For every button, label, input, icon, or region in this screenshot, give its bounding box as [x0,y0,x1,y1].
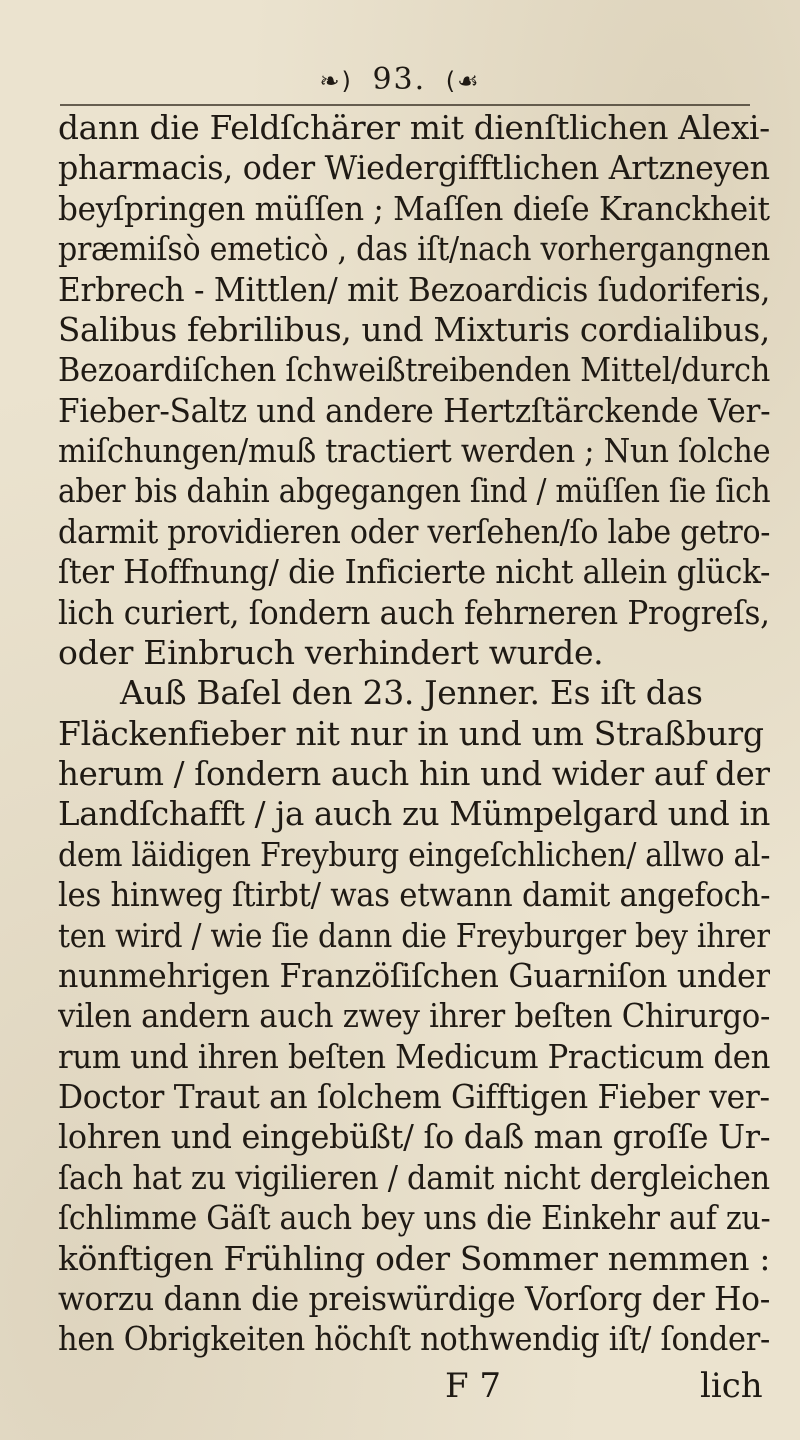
text-line: oder Einbruch verhindert wurde. [58,632,604,672]
text-line: nunmehrigen Franzöſiſchen Guarniſon under [58,955,770,995]
text-line: hen Obrigkeiten höchſt nothwendig iſt/ ſonder- [58,1319,770,1359]
text-line: Doctor Traut an ſolchem Gifftigen Fieber ver- [58,1077,770,1116]
text-line: worzu dann die preiswürdige Vorſorg der Ho- [58,1278,770,1318]
paragraph-start-line: Auß Baſel den 23. Jenner. Es iſt das [120,673,703,713]
right-ornament-icon: (☙ [445,67,481,95]
page-footer [0,1366,800,1414]
left-ornament-icon: ❧) [319,67,353,95]
page-number: 93. [372,62,427,97]
text-line: rum und ihren beſten Medicum Practicum den [58,1036,770,1076]
text-line: Fieber-Saltz und andere Hertzſtärckende Ver- [58,390,770,430]
text-line: Erbrech - Mittlen/ mit Bezoardicis ſudoriferis, [58,269,770,309]
text-line: lich curiert, ſondern auch fehrneren Progreſs, [58,592,770,632]
text-line: miſchungen/muß tractiert werden ; Nun ſolche [58,431,770,470]
text-line: ſchlimme Gäſt auch bey uns die Einkehr auf zu- [58,1198,770,1238]
text-line: könftigen Frühling oder Sommer nemmen : [58,1238,770,1278]
catchword: lich [700,1366,763,1406]
text-line: pharmacis, oder Wiedergifftlichen Artzneyen [58,148,770,188]
text-line: ten wird / wie ſie dann die Freyburger bey ihrer [58,915,770,955]
text-line: aber bis dahin abgegangen ſind / müſſen ſie ſich [58,471,770,511]
text-line: Bezoardiſchen ſchweißtreibenden Mittel/durch [58,350,770,390]
text-line: les hinweg ſtirbt/ was etwann damit angefoch- [58,875,770,915]
signature-mark: F 7 [445,1366,502,1406]
text-line: lohren und eingebüßt/ ſo daß man groſſe Ur- [58,1117,770,1157]
text-line: præmiſsò emeticò , das iſt/nach vorhergangnen [58,229,770,269]
text-line: Fläckenfieber nit nur in und um Straßburg [58,713,764,753]
body-text [58,108,770,1360]
text-line: dem läidigen Freyburg eingeſchlichen/ allwo al- [58,834,770,874]
header-rule [60,104,750,106]
text-line: Salibus febrilibus, und Mixturis cordialibus, [58,309,770,349]
text-line: dann die Feldſchärer mit dienſtlichen Alexi- [58,108,770,147]
text-line: ſter Hoffnung/ die Inficierte nicht allein glück- [58,552,770,592]
text-line: darmit providieren oder verſehen/ſo labe getro- [58,511,770,551]
text-line: Landſchafft / ja auch zu Mümpelgard und in [58,794,770,834]
text-line: herum / ſondern auch hin und wider auf der [58,754,770,793]
running-header [0,62,800,97]
text-line: ſach hat zu vigilieren / damit nicht dergleichen [58,1157,770,1197]
text-line: beyſpringen müſſen ; Maſſen dieſe Kranckheit [58,188,770,228]
text-line: vilen andern auch zwey ihrer beſten Chirurgo- [58,996,770,1036]
